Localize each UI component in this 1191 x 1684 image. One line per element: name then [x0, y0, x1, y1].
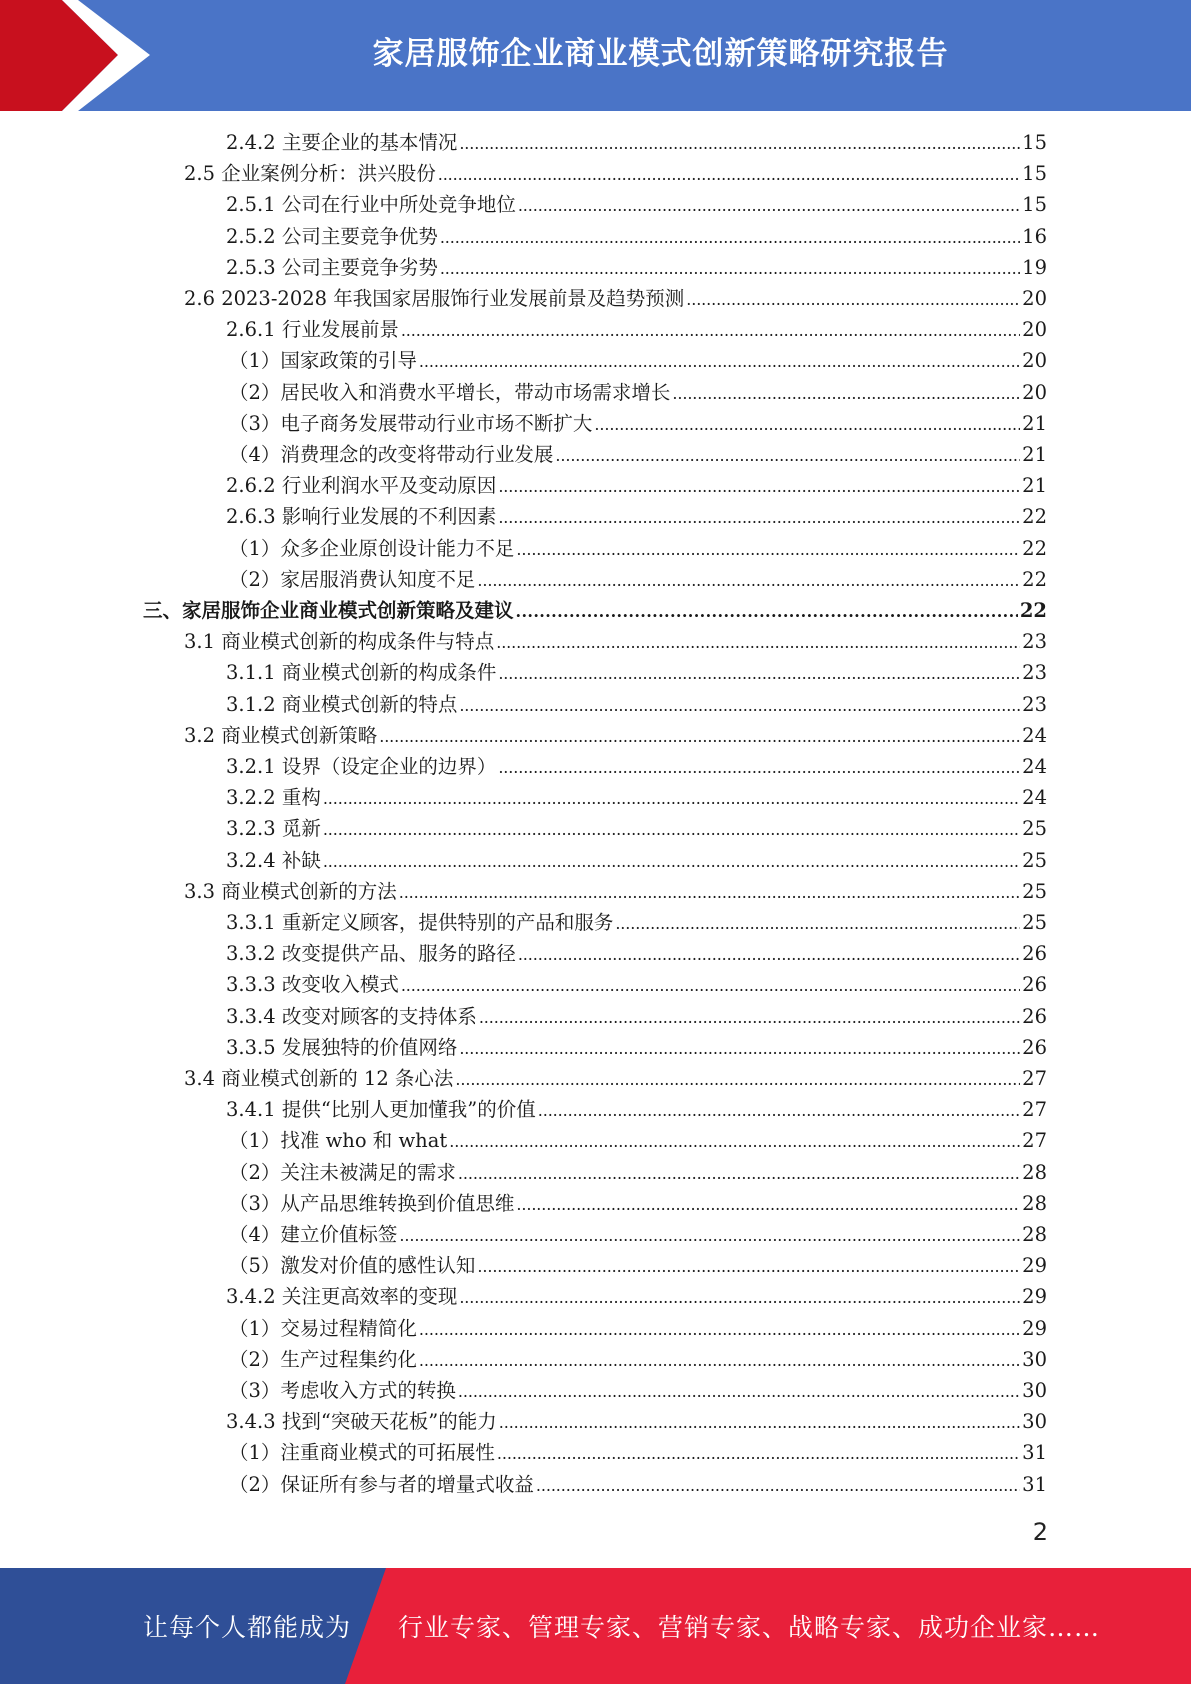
toc-dot-leader	[498, 751, 1020, 782]
toc-entry-page: 25	[1022, 911, 1047, 934]
toc-entry[interactable]	[229, 1375, 1047, 1406]
toc-entry-label: 3.3.2 改变提供产品、服务的路径	[226, 942, 516, 966]
toc-entry[interactable]	[226, 501, 1047, 532]
toc-entry-label: 3.4.1 提供“比别人更加懂我”的价值	[226, 1098, 536, 1122]
toc-entry[interactable]	[226, 782, 1047, 813]
toc-entry[interactable]	[229, 1157, 1047, 1188]
toc-entry-page: 29	[1022, 1285, 1047, 1309]
toc-entry-page: 31	[1022, 1472, 1047, 1496]
toc-dot-leader	[459, 1281, 1020, 1312]
toc-dot-leader	[438, 158, 1020, 189]
toc-entry-label: 3.3.5 发展独特的价值网络	[226, 1035, 458, 1059]
toc-dot-leader	[498, 501, 1020, 532]
toc-dot-leader	[477, 1250, 1020, 1281]
toc-dot-leader	[615, 907, 1020, 938]
toc-entry-page: 26	[1022, 973, 1047, 997]
toc-entry[interactable]	[229, 1188, 1047, 1219]
toc-entry[interactable]	[229, 1313, 1047, 1344]
toc-dot-leader	[419, 1344, 1020, 1375]
toc-dot-leader	[516, 1188, 1020, 1219]
toc-entry[interactable]	[184, 158, 1047, 189]
toc-dot-leader	[499, 1406, 1020, 1437]
toc-dot-leader	[459, 689, 1020, 720]
toc-entry[interactable]	[229, 408, 1047, 439]
toc-entry-page: 27	[1022, 1067, 1047, 1090]
toc-entry-label: （2）生产过程集约化	[229, 1347, 417, 1371]
toc-entry-label: （3）考虑收入方式的转换	[229, 1379, 456, 1402]
toc-entry-page: 24	[1022, 755, 1047, 778]
toc-entry[interactable]	[229, 1469, 1047, 1500]
toc-entry[interactable]	[226, 969, 1047, 1000]
toc-entry-page: 25	[1022, 848, 1047, 872]
toc-entry-page: 20	[1022, 380, 1047, 404]
toc-entry-page: 19	[1022, 255, 1047, 279]
toc-entry[interactable]	[184, 720, 1047, 751]
toc-entry-page: 20	[1022, 287, 1047, 310]
toc-dot-leader	[455, 1063, 1020, 1094]
toc-entry-page: 30	[1022, 1410, 1047, 1434]
toc-entry-label: 2.5.1 公司在行业中所处竞争地位	[226, 193, 516, 217]
toc-entry[interactable]	[226, 314, 1047, 345]
toc-entry[interactable]	[143, 595, 1047, 626]
toc-entry-page: 21	[1022, 443, 1047, 466]
toc-dot-leader	[401, 969, 1020, 1000]
toc-entry-label: （1）国家政策的引导	[229, 349, 417, 373]
toc-entry[interactable]	[226, 1281, 1047, 1312]
toc-entry[interactable]	[229, 1219, 1047, 1250]
page-header	[0, 0, 1191, 111]
toc-entry[interactable]	[226, 470, 1047, 501]
toc-entry-page: 22	[1022, 536, 1047, 560]
toc-entry-label: 3.2.4 补缺	[226, 848, 321, 872]
toc-entry[interactable]	[226, 1094, 1047, 1125]
toc-entry[interactable]	[184, 283, 1047, 314]
toc-entry-page: 21	[1022, 474, 1047, 498]
toc-dot-leader	[518, 938, 1020, 969]
toc-entry-page: 15	[1022, 162, 1047, 186]
toc-dot-leader	[323, 845, 1020, 876]
toc-entry-label: （1）找准 who 和 what	[229, 1129, 448, 1153]
toc-dot-leader	[497, 1437, 1020, 1468]
toc-entry-page: 21	[1022, 411, 1047, 435]
toc-entry-page: 15	[1022, 131, 1047, 154]
toc-entry[interactable]	[229, 533, 1047, 564]
toc-entry-label: 3.3 商业模式创新的方法	[184, 879, 397, 903]
toc-entry-page: 22	[1019, 599, 1047, 622]
toc-entry[interactable]	[226, 1406, 1047, 1437]
toc-dot-leader	[458, 1157, 1020, 1188]
toc-entry-page: 23	[1022, 630, 1047, 654]
toc-entry[interactable]	[229, 345, 1047, 376]
toc-entry[interactable]	[229, 439, 1047, 470]
toc-entry-page: 24	[1022, 786, 1047, 810]
toc-dot-leader	[419, 1313, 1020, 1344]
toc-entry-page: 28	[1022, 1191, 1047, 1215]
toc-entry-page: 31	[1022, 1441, 1047, 1465]
toc-entry-label: （1）注重商业模式的可拓展性	[229, 1441, 495, 1465]
toc-dot-leader	[401, 314, 1020, 345]
toc-dot-leader	[538, 1094, 1020, 1125]
toc-dot-leader	[449, 1125, 1020, 1156]
toc-entry-label: 2.6 2023-2028 年我国家居服饰行业发展前景及趋势预测	[184, 287, 685, 310]
toc-entry-page: 23	[1022, 661, 1047, 685]
toc-entry[interactable]	[229, 1125, 1047, 1156]
toc-dot-leader	[323, 813, 1020, 844]
toc-dot-leader	[518, 189, 1020, 220]
toc-entry-label: 3.3.4 改变对顾客的支持体系	[226, 1004, 477, 1028]
toc-entry-page: 29	[1022, 1254, 1047, 1278]
toc-entry[interactable]	[229, 564, 1047, 595]
toc-entry-label: 2.5.3 公司主要竞争劣势	[226, 255, 438, 279]
toc-entry-label: 3.2 商业模式创新策略	[184, 723, 378, 747]
toc-entry-label: 2.4.2 主要企业的基本情况	[226, 131, 458, 154]
toc-dot-leader	[477, 564, 1020, 595]
toc-entry[interactable]	[184, 626, 1047, 657]
toc-entry[interactable]	[184, 1063, 1047, 1094]
toc-entry-label: 3.2.1 设界（设定企业的边界）	[226, 755, 497, 778]
toc-entry[interactable]	[226, 1032, 1047, 1063]
toc-entry-label: （2）家居服消费认知度不足	[229, 567, 476, 591]
toc-entry[interactable]	[226, 751, 1047, 782]
toc-entry-label: （3）从产品思维转换到价值思维	[229, 1191, 515, 1215]
toc-entry-label: 3.1.1 商业模式创新的构成条件	[226, 661, 497, 685]
toc-entry-page: 26	[1022, 942, 1047, 966]
toc-entry-label: （4）消费理念的改变将带动行业发展	[229, 443, 554, 466]
toc-entry-label: （5）激发对价值的感性认知	[229, 1254, 476, 1278]
toc-entry-label: 3.4.2 关注更高效率的变现	[226, 1285, 458, 1309]
toc-entry-page: 22	[1022, 567, 1047, 591]
toc-entry-page: 23	[1022, 692, 1047, 716]
toc-entry-label: 3.4.3 找到“突破天花板”的能力	[226, 1410, 497, 1434]
toc-entry-page: 20	[1022, 349, 1047, 373]
toc-entry[interactable]	[226, 189, 1047, 220]
toc-entry[interactable]	[229, 1437, 1047, 1468]
toc-entry-page: 24	[1022, 723, 1047, 747]
toc-entry[interactable]	[226, 221, 1047, 252]
toc-entry[interactable]	[226, 845, 1047, 876]
toc-entry-page: 28	[1022, 1223, 1047, 1246]
footer-slogan-left: 让每个人都能成为	[143, 1613, 352, 1642]
toc-dot-leader	[399, 876, 1020, 907]
toc-entry-label: 3.4 商业模式创新的 12 条心法	[184, 1067, 454, 1090]
report-title: 家居服饰企业商业模式创新策略研究报告	[372, 35, 949, 72]
toc-entry-page: 20	[1022, 318, 1047, 342]
toc-dot-leader	[536, 1469, 1020, 1500]
footer-slogan-right: 行业专家、管理专家、营销专家、战略专家、成功企业家……	[398, 1613, 1101, 1642]
toc-dot-leader	[479, 1001, 1020, 1032]
toc-entry[interactable]	[229, 1250, 1047, 1281]
toc-entry-page: 26	[1022, 1004, 1047, 1028]
toc-entry[interactable]	[226, 252, 1047, 283]
toc-entry-label: （3）电子商务发展带动行业市场不断扩大	[229, 411, 593, 435]
toc-dot-leader	[555, 439, 1020, 470]
toc-entry-page: 27	[1022, 1129, 1047, 1153]
toc-dot-leader	[496, 626, 1020, 657]
toc-entry-label: （2）关注未被满足的需求	[229, 1160, 456, 1184]
header-chevron-icon	[0, 0, 160, 111]
toc-entry-page: 25	[1022, 817, 1047, 841]
toc-dot-leader	[516, 533, 1020, 564]
page-footer	[0, 1568, 1191, 1684]
toc-entry-page: 30	[1022, 1379, 1047, 1402]
toc-dot-leader	[686, 283, 1020, 314]
toc-dot-leader	[399, 1219, 1020, 1250]
toc-dot-leader	[594, 408, 1020, 439]
toc-dot-leader	[498, 657, 1020, 688]
toc-dot-leader	[459, 127, 1020, 158]
toc-entry-label: （2）保证所有参与者的增量式收益	[229, 1472, 534, 1496]
toc-dot-leader	[498, 470, 1020, 501]
toc-dot-leader	[458, 1375, 1020, 1406]
toc-entry[interactable]	[229, 1344, 1047, 1375]
toc-dot-leader	[440, 221, 1020, 252]
toc-dot-leader	[440, 252, 1020, 283]
toc-entry[interactable]	[226, 689, 1047, 720]
toc-entry-page: 27	[1022, 1098, 1047, 1122]
toc-entry-page: 26	[1022, 1035, 1047, 1059]
toc-entry-page: 28	[1022, 1160, 1047, 1184]
toc-dot-leader	[672, 377, 1020, 408]
toc-entry[interactable]	[226, 907, 1047, 938]
toc-entry-label: （1）众多企业原创设计能力不足	[229, 536, 515, 560]
toc-dot-leader	[516, 595, 1018, 626]
toc-dot-leader	[379, 720, 1020, 751]
toc-entry-label: 3.2.3 觅新	[226, 817, 321, 841]
toc-entry-page: 30	[1022, 1347, 1047, 1371]
toc-entry[interactable]	[226, 938, 1047, 969]
page-number: 2	[1032, 1518, 1048, 1546]
toc-entry-label: （4）建立价值标签	[229, 1223, 398, 1246]
toc-entry-label: （2）居民收入和消费水平增长，带动市场需求增长	[229, 380, 671, 404]
toc-entry-label: 2.6.2 行业利润水平及变动原因	[226, 474, 497, 498]
toc-entry-label: 3.3.3 改变收入模式	[226, 973, 399, 997]
toc-entry-page: 15	[1022, 193, 1047, 217]
toc-entry-label: 3.3.1 重新定义顾客，提供特别的产品和服务	[226, 911, 614, 934]
toc-entry[interactable]	[229, 377, 1047, 408]
toc-entry-label: 3.2.2 重构	[226, 786, 321, 810]
toc-entry-label: 3.1 商业模式创新的构成条件与特点	[184, 630, 495, 654]
toc-entry-label: 3.1.2 商业模式创新的特点	[226, 692, 458, 716]
toc-entry[interactable]	[184, 876, 1047, 907]
toc-entry-label: （1）交易过程精简化	[229, 1316, 417, 1340]
toc-entry-page: 25	[1022, 879, 1047, 903]
toc-entry-label: 2.5 企业案例分析：洪兴股份	[184, 162, 436, 186]
toc-entry-label: 三、家居服饰企业商业模式创新策略及建议	[143, 599, 514, 622]
toc-entry-label: 2.5.2 公司主要竞争优势	[226, 224, 438, 248]
toc-dot-leader	[419, 345, 1020, 376]
toc-entry-label: 2.6.1 行业发展前景	[226, 318, 399, 342]
toc-entry[interactable]	[226, 813, 1047, 844]
toc-entry[interactable]	[226, 127, 1047, 158]
toc-entry-page: 29	[1022, 1316, 1047, 1340]
toc-entry-page: 22	[1022, 505, 1047, 529]
toc-dot-leader	[323, 782, 1020, 813]
toc-entry[interactable]	[226, 1001, 1047, 1032]
toc-entry[interactable]	[226, 657, 1047, 688]
toc-entry-page: 16	[1022, 224, 1047, 248]
toc-dot-leader	[459, 1032, 1020, 1063]
toc-entry-label: 2.6.3 影响行业发展的不利因素	[226, 505, 497, 529]
